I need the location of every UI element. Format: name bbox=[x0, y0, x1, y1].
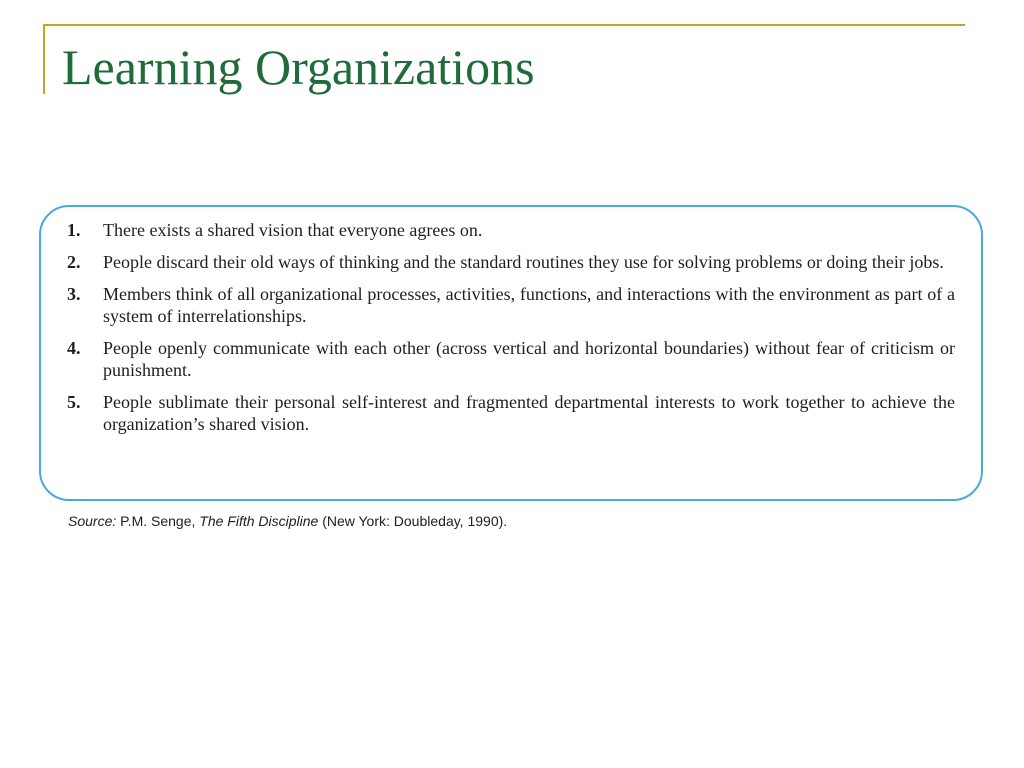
list-item bbox=[67, 283, 955, 327]
source-citation bbox=[68, 513, 507, 529]
list-item bbox=[67, 219, 955, 241]
list-item-number: 1. bbox=[67, 220, 81, 240]
list-item-number: 3. bbox=[67, 284, 81, 304]
list-item-text: There exists a shared vision that everyone agrees on. bbox=[103, 220, 483, 240]
title-accent-line-left bbox=[43, 24, 45, 94]
list-item-text: People openly communicate with each other (across vertical and horizontal boundaries) without fear of criticism or punishment. bbox=[103, 338, 955, 380]
list-item-text: Members think of all organizational processes, activities, functions, and interactions with the environment as part of a system of interrelationships. bbox=[103, 284, 955, 326]
list-item-number: 2. bbox=[67, 252, 81, 272]
list-item-text: People sublimate their personal self-interest and fragmented departmental interests to work together to achieve the organization’s shared vision. bbox=[103, 392, 955, 434]
slide-title: Learning Organizations bbox=[62, 39, 535, 95]
list-item-number: 4. bbox=[67, 338, 81, 358]
list-item bbox=[67, 337, 955, 381]
list-item bbox=[67, 251, 955, 273]
source-label: Source: bbox=[68, 513, 117, 529]
source-publication: (New York: Doubleday, 1990). bbox=[318, 513, 508, 529]
title-accent-line-top bbox=[43, 24, 965, 26]
source-book-title: The Fifth Discipline bbox=[199, 513, 319, 529]
list-item bbox=[67, 391, 955, 435]
numbered-list-box bbox=[39, 205, 983, 501]
list-item-text: People discard their old ways of thinking and the standard routines they use for solving problems or doing their jobs. bbox=[103, 252, 944, 272]
source-author: P.M. Senge, bbox=[116, 513, 200, 529]
list-item-number: 5. bbox=[67, 392, 81, 412]
